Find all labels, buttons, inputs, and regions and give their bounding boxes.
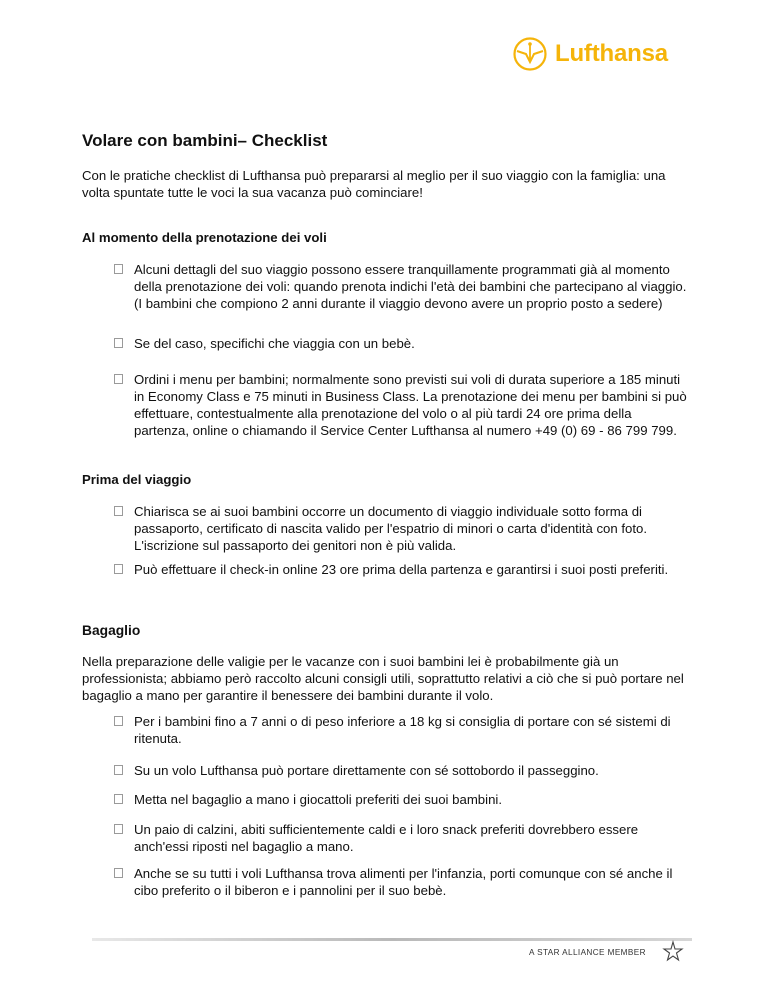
checkbox[interactable] <box>114 338 123 348</box>
section-intro: Nella preparazione delle valigie per le vacanze con i suoi bambini lei è probabilmente già un professionista; abbiamo però raccolto alcuni consigli utili, soprattutto relativi a ciò che si può portare nel bagaglio a mano per garantire il benessere dei bambini durante il volo. <box>82 654 684 703</box>
page-title: Volare con bambini– Checklist <box>82 131 328 150</box>
section-heading: Bagaglio <box>82 623 141 638</box>
checklist-item-text: Chiarisca se ai suoi bambini occorre un documento di viaggio individuale sotto forma di passaporto, certificato di nascita valido per l'espatrio di minori o carta d'identità con foto. L'iscrizione sul passaporto dei genitori non è più valida. <box>134 504 648 553</box>
checklist-item-text: Se del caso, specifichi che viaggia con un bebè. <box>134 336 415 351</box>
checkbox[interactable] <box>114 506 123 516</box>
checklist-item-text: Anche se su tutti i voli Lufthansa trova alimenti per l'infanzia, porti comunque con sé anche il cibo preferito o il biberon e i pannolini per il suo bebè. <box>134 866 673 898</box>
checklist-item[interactable] <box>114 371 688 439</box>
star-alliance-icon <box>662 940 684 962</box>
checkbox[interactable] <box>114 716 123 726</box>
checklist-item-text: Metta nel bagaglio a mano i giocattoli preferiti dei suoi bambini. <box>134 792 502 807</box>
checklist-item[interactable] <box>114 561 688 578</box>
brand-name: Lufthansa <box>555 40 668 67</box>
checkbox[interactable] <box>114 564 123 574</box>
checkbox[interactable] <box>114 824 123 834</box>
checkbox[interactable] <box>114 264 123 274</box>
checklist-item[interactable] <box>114 821 688 855</box>
checklist-item-text: Per i bambini fino a 7 anni o di peso inferiore a 18 kg si consiglia di portare con sé sistemi di ritenuta. <box>134 714 671 746</box>
checklist-item[interactable] <box>114 762 688 779</box>
checkbox[interactable] <box>114 794 123 804</box>
section-heading: Al momento della prenotazione dei voli <box>82 230 327 245</box>
lufthansa-logo <box>512 36 668 72</box>
crane-icon <box>512 36 548 72</box>
checkbox[interactable] <box>114 374 123 384</box>
section-heading: Prima del viaggio <box>82 472 192 487</box>
checklist-item-text: Può effettuare il check-in online 23 ore prima della partenza e garantirsi i suoi posti preferiti. <box>134 562 669 577</box>
checkbox[interactable] <box>114 868 123 878</box>
star-alliance-label: A STAR ALLIANCE MEMBER <box>529 948 646 957</box>
checklist-item-text: Su un volo Lufthansa può portare direttamente con sé sottobordo il passeggino. <box>134 763 599 778</box>
intro-paragraph: Con le pratiche checklist di Lufthansa può prepararsi al meglio per il suo viaggio con la famiglia: una volta spuntate tutte le voci la sua vacanza può cominciare! <box>82 168 666 200</box>
checklist-item[interactable] <box>114 261 688 312</box>
checklist-item[interactable] <box>114 503 688 554</box>
checklist-item[interactable] <box>114 335 688 352</box>
checklist-item[interactable] <box>114 713 688 747</box>
checklist-item[interactable] <box>114 791 688 808</box>
footer-divider <box>92 938 692 941</box>
checklist-item-text: Un paio di calzini, abiti sufficientemente caldi e i loro snack preferiti dovrebbero essere anch'essi riposti nel bagaglio a mano. <box>134 822 639 854</box>
checklist-item[interactable] <box>114 865 688 899</box>
checklist-item-text: Alcuni dettagli del suo viaggio possono essere tranquillamente programmati già al momento della prenotazione dei voli: quando prenota indichi l'età dei bambini che partecipano al viaggio. (I bambini che compiono 2 anni durante il viaggio devono avere un proprio posto a sedere) <box>134 262 687 311</box>
checklist-item-text: Ordini i menu per bambini; normalmente sono previsti sui voli di durata superiore a 185 minuti in Economy Class e 75 minuti in Business Class. La prenotazione dei menu per bambini si può effettuare, contestualmente alla prenotazione del volo o al più tardi 24 ore prima della partenza, online o chiamando il Service Center Lufthansa al numero +49 (0) 69 - 86 799 799. <box>134 372 687 438</box>
checkbox[interactable] <box>114 765 123 775</box>
